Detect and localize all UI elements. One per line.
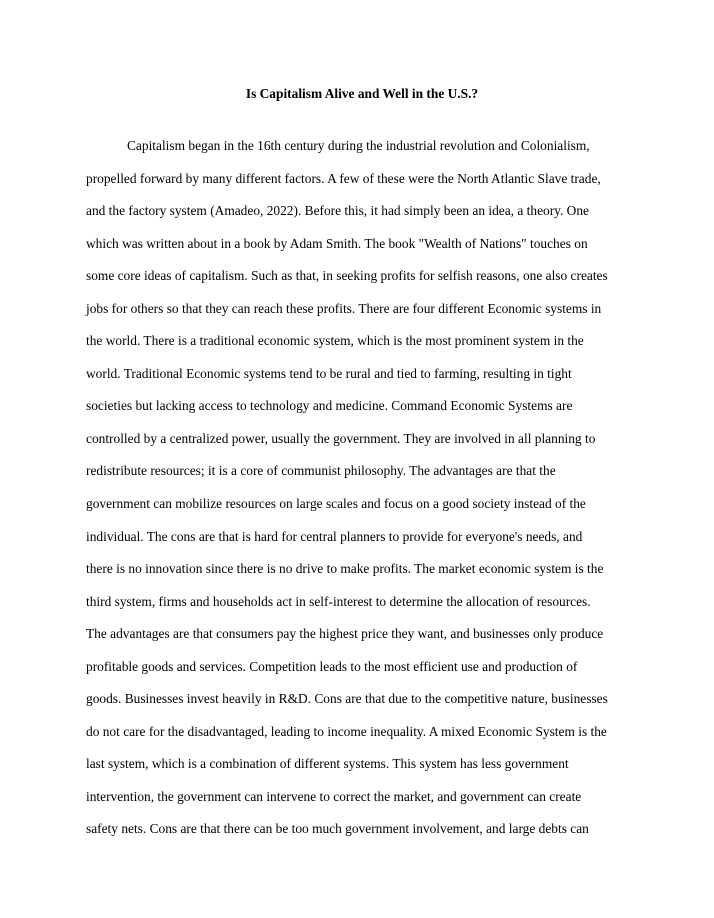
paragraph-line: which was written about in a book by Adam Smith. The book "Wealth of Nations" touches on — [86, 235, 588, 251]
body-paragraph — [86, 137, 646, 853]
paragraph-line: Capitalism began in the 16th century during the industrial revolution and Colonialism, — [127, 138, 590, 153]
paragraph-line: jobs for others so that they can reach these profits. There are four different Economic systems in — [86, 300, 602, 316]
paragraph-line: individual. The cons are that is hard for central planners to provide for everyone's needs, and — [86, 528, 583, 544]
paragraph-line: The advantages are that consumers pay the highest price they want, and businesses only produce — [86, 626, 604, 642]
paragraph-line: controlled by a centralized power, usually the government. They are involved in all planning to — [86, 430, 596, 446]
paragraph-line: goods. Businesses invest heavily in R&D. Cons are that due to the competitive nature, businesses — [86, 691, 608, 707]
paragraph-line: there is no innovation since there is no drive to make profits. The market economic system is the — [86, 561, 604, 577]
paragraph-line: the world. There is a traditional economic system, which is the most prominent system in the — [86, 333, 584, 349]
paragraph-line: third system, firms and households act in self-interest to determine the allocation of resources. — [86, 593, 591, 609]
paragraph-line: last system, which is a combination of different systems. This system has less government — [86, 756, 569, 772]
paragraph-line: government can mobilize resources on large scales and focus on a good society instead of the — [86, 496, 586, 512]
paragraph-line: intervention, the government can intervene to correct the market, and government can create — [86, 788, 582, 804]
paragraph-line: safety nets. Cons are that there can be too much government involvement, and large debts can — [86, 821, 589, 837]
paragraph-line: world. Traditional Economic systems tend to be rural and tied to farming, resulting in tight — [86, 365, 572, 381]
paragraph-line: societies but lacking access to technology and medicine. Command Economic Systems are — [86, 398, 573, 414]
paragraph-line: profitable goods and services. Competition leads to the most efficient use and production of — [86, 658, 578, 674]
paragraph-line: redistribute resources; it is a core of communist philosophy. The advantages are that the — [86, 463, 556, 479]
paragraph-line: some core ideas of capitalism. Such as that, in seeking profits for selfish reasons, one also creates — [86, 268, 608, 284]
paragraph-line: propelled forward by many different factors. A few of these were the North Atlantic Slave trade, — [86, 170, 601, 186]
document-title: Is Capitalism Alive and Well in the U.S.? — [245, 86, 479, 101]
paragraph-line: do not care for the disadvantaged, leading to income inequality. A mixed Economic System is the — [86, 723, 607, 739]
paragraph-line: and the factory system (Amadeo, 2022). Before this, it had simply been an idea, a theory. One — [86, 203, 589, 219]
